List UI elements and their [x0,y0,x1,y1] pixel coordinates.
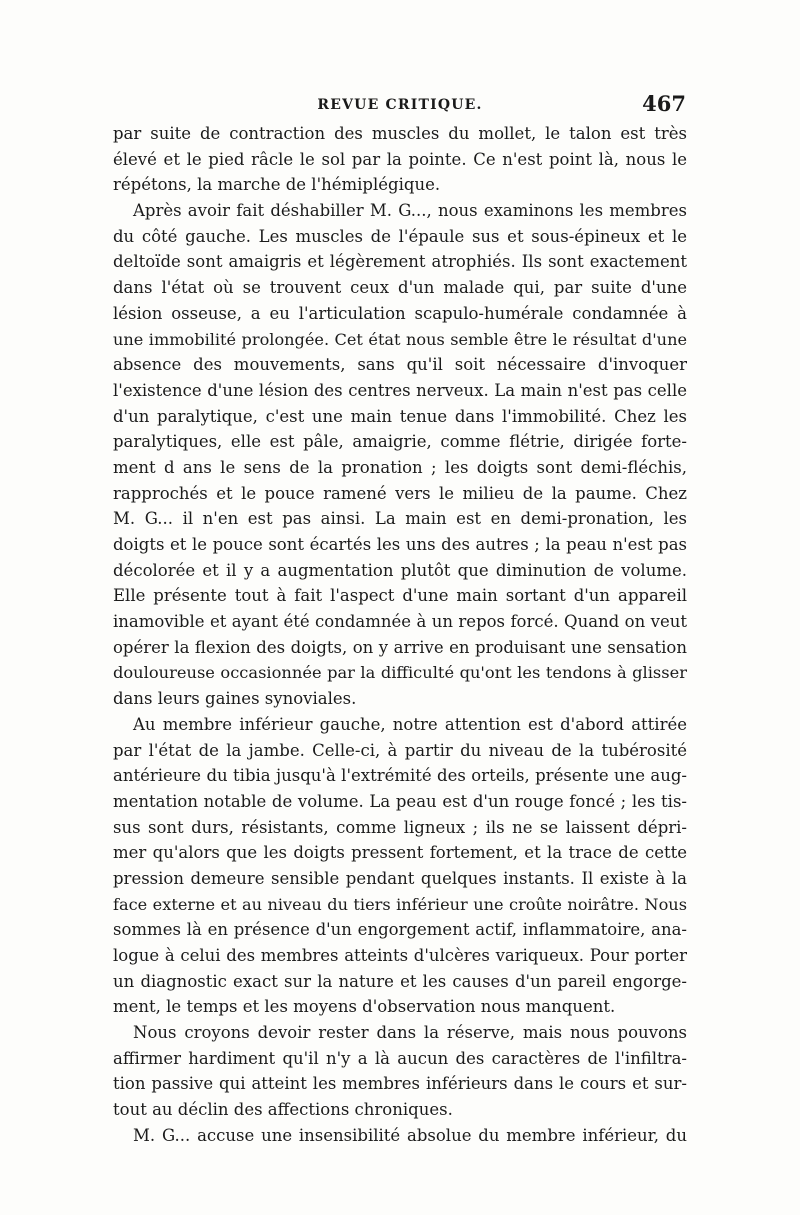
text-line: Au membre inférieur gauche, notre attention est d'abord attirée [133,714,687,734]
text-line: d'un paralytique, c'est une main tenue dans l'immobilité. Chez les [113,406,687,426]
text-line: mentation notable de volume. La peau est d'un rouge foncé ; les tis- [113,791,687,811]
text-line: ment d ans le sens de la pronation ; les doigts sont demi-fléchis, [113,457,687,477]
text-line: Après avoir fait déshabiller M. G..., nous examinons les membres [133,201,687,221]
running-title: REVUE CRITIQUE. [317,97,483,113]
text-line: deltoïde sont amaigris et légèrement atrophiés. Ils sont exactement [113,252,687,272]
text-line: l'existence d'une lésion des centres nerveux. La main n'est pas celle [113,380,687,400]
text-line: lésion osseuse, a eu l'articulation scapulo-humérale condamnée à [113,303,687,323]
text-line: inamovible et ayant été condamnée à un repos forcé. Quand on veut [113,612,687,632]
text-line: Elle présente tout à fait l'aspect d'une main sortant d'un appareil [113,586,687,606]
text-line: ment, le temps et les moyens d'observation nous manquent. [113,997,616,1017]
text-line: élevé et le pied râcle le sol par la pointe. Ce n'est point là, nous le [113,149,687,169]
text-line: douloureuse occasionnée par la difficulté qu'ont les tendons à glisser [113,663,687,683]
text-line: tout au déclin des affections chroniques. [113,1100,453,1120]
text-line: absence des mouvements, sans qu'il soit nécessaire d'invoquer [113,355,687,375]
text-line: antérieure du tibia jusqu'à l'extrémité des orteils, présente une aug- [113,766,687,786]
text-line: affirmer hardiment qu'il n'y a là aucun des caractères de l'infiltra- [113,1048,687,1068]
text-line: paralytiques, elle est pâle, amaigrie, comme flétrie, dirigée forte- [113,432,687,452]
text-line: une immobilité prolongée. Cet état nous semble être le résultat d'une [113,329,687,349]
text-line: un diagnostic exact sur la nature et les causes d'un pareil engorge- [113,971,687,991]
text-line: M. G... accuse une insensibilité absolue du membre inférieur, du [133,1125,687,1145]
text-line: opérer la flexion des doigts, on y arrive en produisant une sensation [113,637,687,657]
text-line: sommes là en présence d'un engorgement actif, inflammatoire, ana- [113,920,687,940]
page-number: 467 [642,91,686,116]
text-line: Nous croyons devoir rester dans la réserve, mais nous pouvons [133,1023,687,1043]
text-line: mer qu'alors que les doigts pressent fortement, et la trace de cette [113,843,687,863]
text-line: doigts et le pouce sont écartés les uns des autres ; la peau n'est pas [113,535,687,554]
text-line: tion passive qui atteint les membres inférieurs dans le cours et sur- [113,1074,687,1094]
text-line: rapprochés et le pouce ramené vers le milieu de la paume. Chez [113,483,687,503]
text-line: décolorée et il y a augmentation plutôt que diminution de volume. [113,560,687,580]
text-line: face externe et au niveau du tiers inférieur une croûte noirâtre. Nous [113,894,687,914]
text-line: pression demeure sensible pendant quelques instants. Il existe à la [113,868,687,888]
text-line: dans leurs gaines synoviales. [113,689,357,709]
text-line: par l'état de la jambe. Celle-ci, à partir du niveau de la tubérosité [113,740,687,760]
page-header [112,91,688,119]
text-line: sus sont durs, résistants, comme ligneux ; ils ne se laissent dépri- [113,817,687,837]
text-line: répétons, la marche de l'hémiplégique. [113,175,441,195]
text-line: par suite de contraction des muscles du mollet, le talon est très [113,124,687,143]
body-text [113,121,687,1149]
text-line: dans l'état où se trouvent ceux d'un malade qui, par suite d'une [113,278,687,298]
text-line: logue à celui des membres atteints d'ulcères variqueux. Pour porter [113,946,687,965]
text-line: M. G... il n'en est pas ainsi. La main est en demi-pronation, les [113,509,687,529]
text-line: du côté gauche. Les muscles de l'épaule sus et sous-épineux et le [113,226,687,246]
